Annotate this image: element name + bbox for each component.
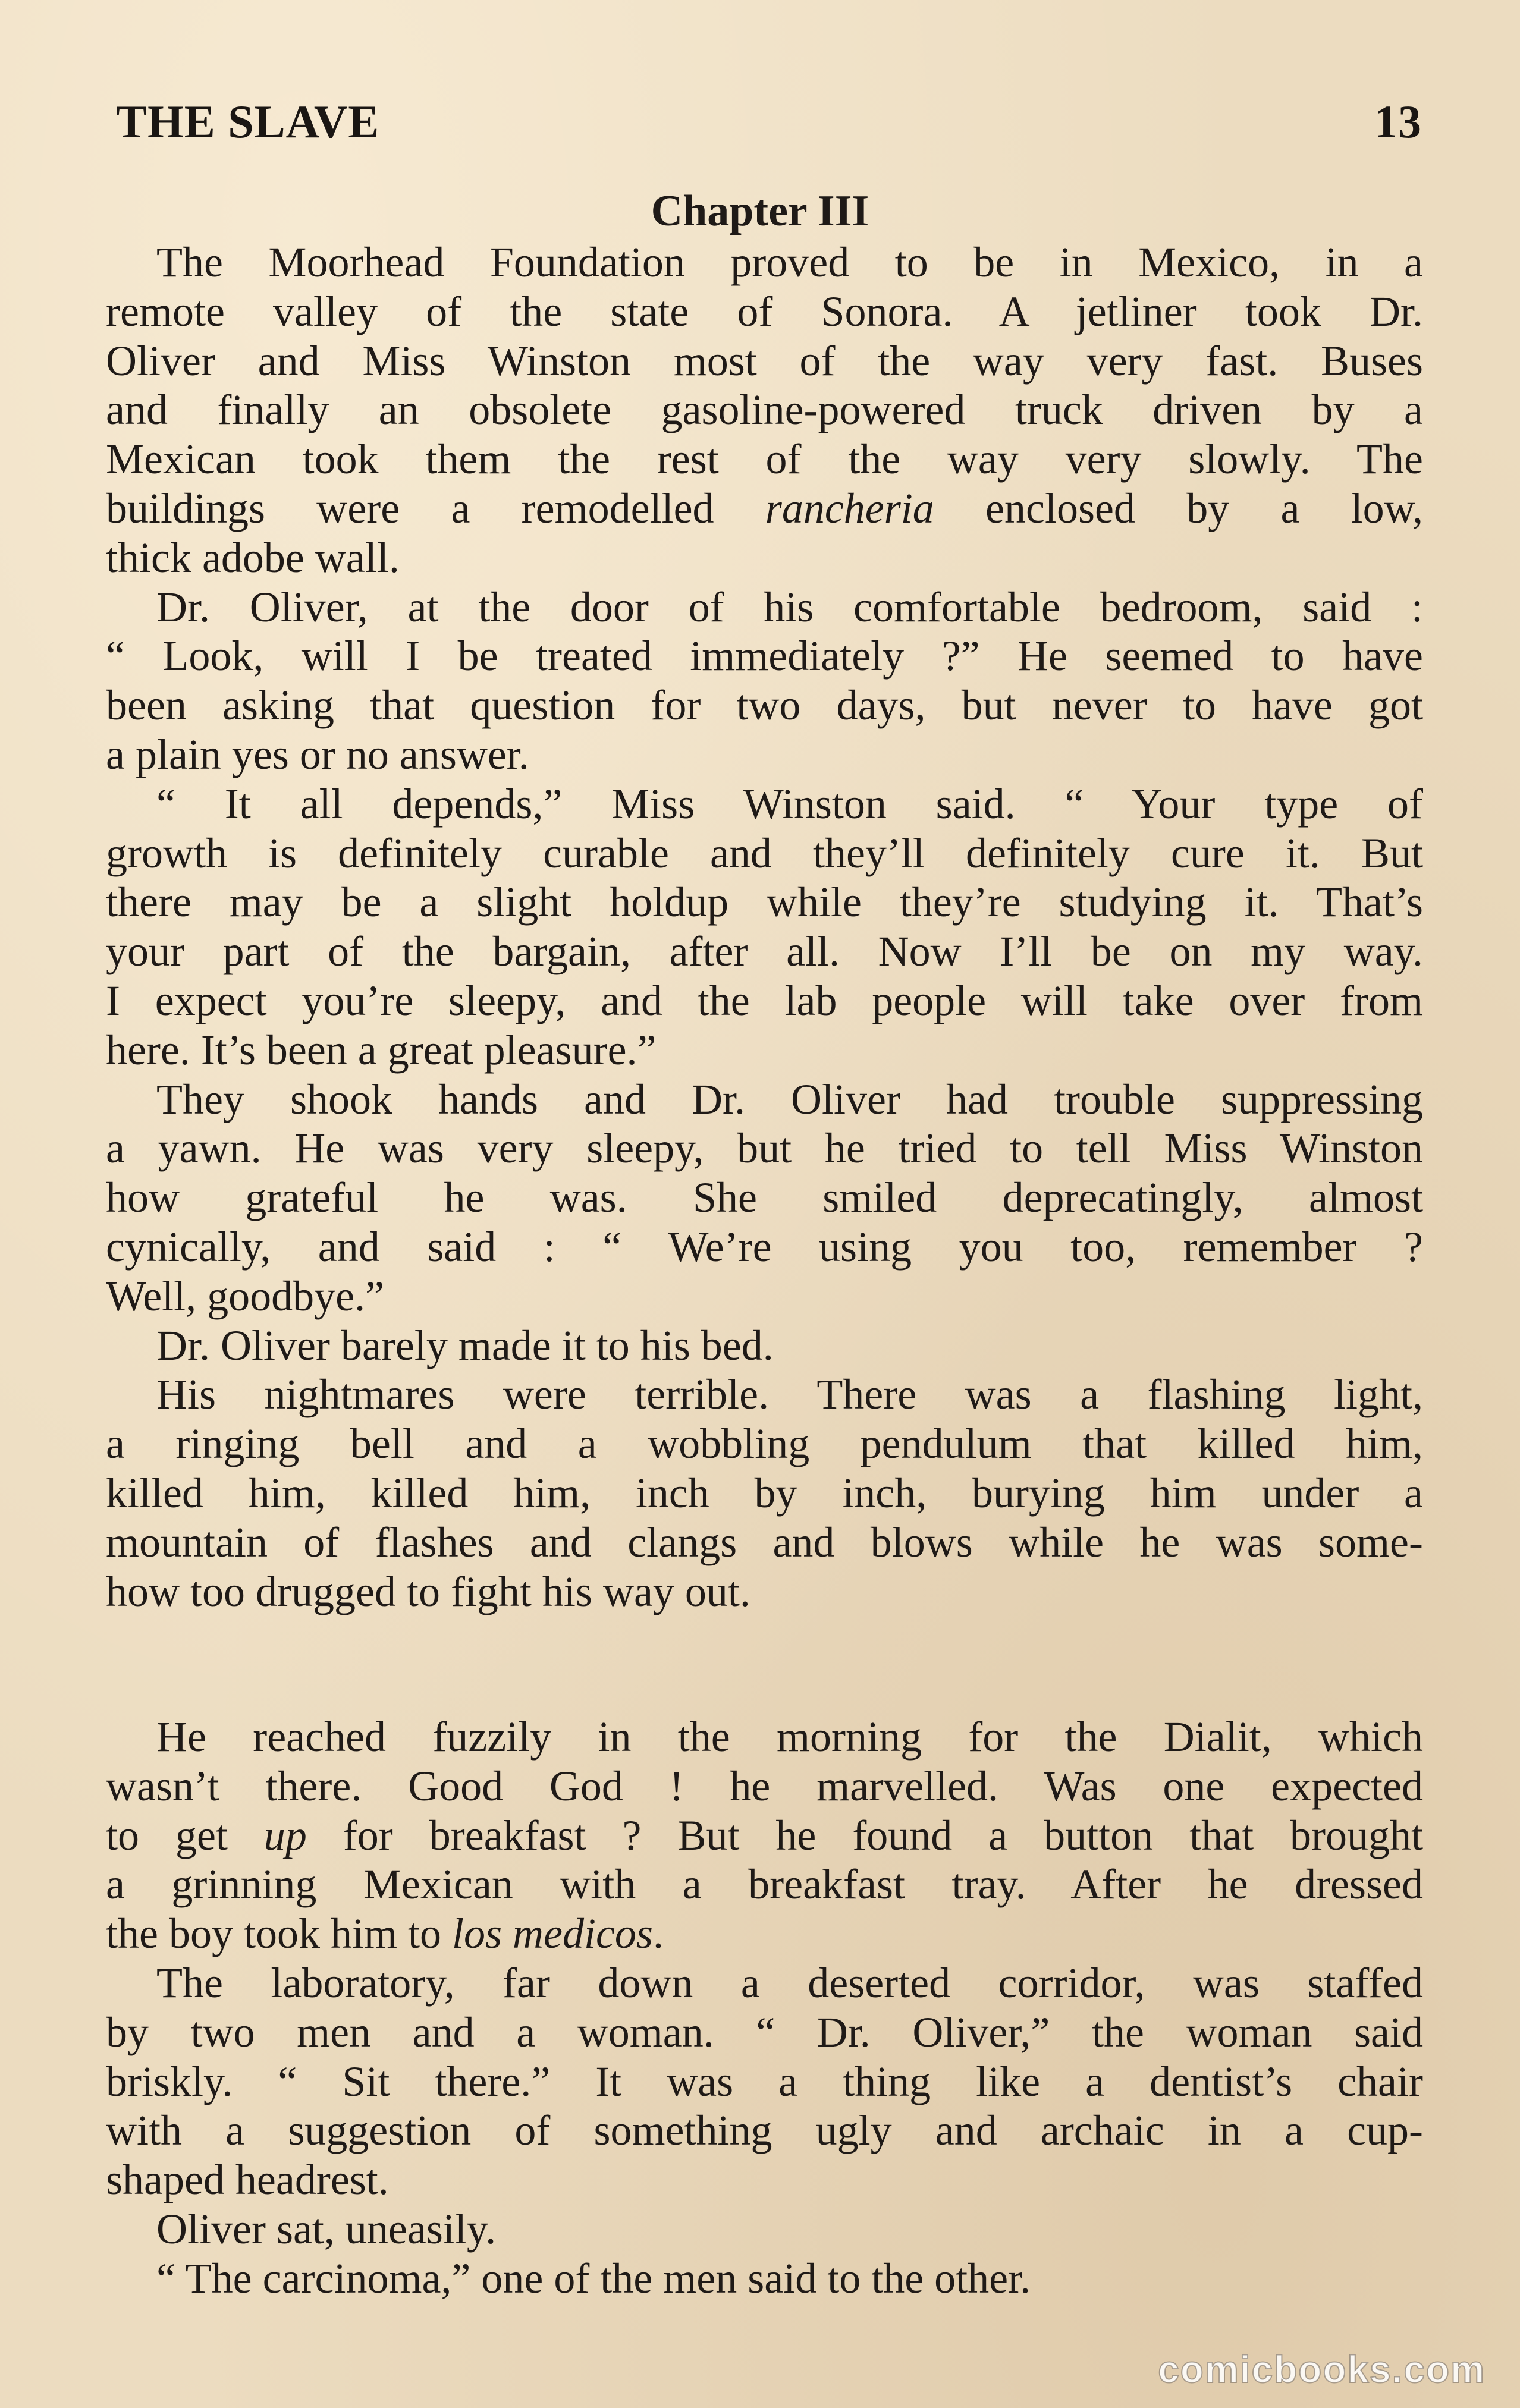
text-line: there may be a slight holdup while they’re studying it. That’s	[106, 878, 1423, 926]
text-line: Oliver sat, uneasily.	[156, 2205, 497, 2253]
book-title: THE SLAVE	[116, 96, 380, 147]
paragraph	[106, 2205, 1423, 2254]
italic-word: rancheria	[765, 484, 934, 532]
text-line: a grinning Mexican with a breakfast tray. After he dressed	[106, 1860, 1423, 1909]
text-line: buildings were a remodelled rancheria enclosed by a low,	[106, 484, 1423, 532]
text-line: a plain yes or no answer.	[106, 730, 529, 778]
text-line: a yawn. He was very sleepy, but he tried to tell Miss Winston	[106, 1124, 1423, 1172]
text-line: here. It’s been a great pleasure.”	[106, 1026, 657, 1074]
text-line: your part of the bargain, after all. Now I’ll be on my way.	[106, 928, 1423, 976]
text-line: how grateful he was. She smiled deprecatingly, almost	[106, 1174, 1423, 1222]
text-line: Oliver and Miss Winston most of the way very fast. Buses	[106, 337, 1423, 385]
text-line: He reached fuzzily in the morning for the Dialit, which	[156, 1713, 1423, 1761]
paragraph	[106, 1370, 1423, 1616]
text-line: “ It all depends,” Miss Winston said. “ Your type of	[156, 779, 1423, 828]
text-line: been asking that question for two days, but never to have got	[106, 681, 1423, 730]
italic-phrase: los medicos	[451, 1910, 653, 1958]
paragraph	[106, 1959, 1423, 2205]
body-text-section-2	[106, 1712, 1423, 2303]
text-line: thick adobe wall.	[106, 533, 400, 581]
text-line: remote valley of the state of Sonora. A jetliner took Dr.	[106, 287, 1423, 335]
text-line: “ Look, will I be treated immediately ?” He seemed to have	[106, 632, 1423, 680]
paragraph	[106, 583, 1423, 779]
text-line: shaped headrest.	[106, 2156, 389, 2204]
paragraph	[106, 238, 1423, 583]
text-line: growth is definitely curable and they’ll definitely cure it. But	[106, 829, 1423, 877]
running-head	[116, 89, 1422, 155]
text-line: briskly. “ Sit there.” It was a thing like a dentist’s chair	[106, 2057, 1423, 2105]
text-line: and finally an obsolete gasoline-powered truck driven by a	[106, 386, 1423, 434]
paragraph	[106, 1712, 1423, 1959]
text-line: Mexican took them the rest of the way very slowly. The	[106, 435, 1423, 483]
text-line: His nightmares were terrible. There was a flashing light,	[156, 1370, 1423, 1419]
text-line: Dr. Oliver, at the door of his comfortable bedroom, said :	[156, 583, 1423, 631]
text-line: mountain of flashes and clangs and blows while he was some-	[106, 1518, 1423, 1566]
text-line: cynically, and said : “ We’re using you too, remember ?	[106, 1222, 1423, 1271]
paragraph	[106, 1321, 1423, 1370]
italic-word: up	[263, 1811, 307, 1859]
text-line: wasn’t there. Good God ! he marvelled. Was one expected	[106, 1762, 1423, 1810]
text-line: “ The carcinoma,” one of the men said to the other.	[156, 2254, 1031, 2302]
text-line: killed him, killed him, inch by inch, burying him under a	[106, 1469, 1423, 1517]
watermark-logo: comicbooks.com	[1158, 2348, 1486, 2391]
page-number: 13	[1374, 96, 1422, 147]
text-line: The laboratory, far down a deserted corridor, was staffed	[156, 1959, 1423, 2007]
paragraph	[106, 1075, 1423, 1321]
text-line: I expect you’re sleepy, and the lab people will take over from	[106, 976, 1423, 1024]
paragraph	[106, 779, 1423, 1075]
text-line: The Moorhead Foundation proved to be in Mexico, in a	[156, 238, 1423, 286]
text-line: Dr. Oliver barely made it to his bed.	[156, 1321, 774, 1369]
text-line: to get up for breakfast ? But he found a button that brought	[106, 1811, 1423, 1859]
text-line: how too drugged to fight his way out.	[106, 1567, 750, 1615]
text-line: by two men and a woman. “ Dr. Oliver,” the woman said	[106, 2008, 1423, 2056]
text-line: They shook hands and Dr. Oliver had trouble suppressing	[156, 1075, 1423, 1123]
text-line: with a suggestion of something ugly and archaic in a cup-	[106, 2107, 1423, 2155]
paragraph	[106, 2254, 1423, 2303]
body-text-section-1	[106, 238, 1423, 1616]
chapter-heading: Chapter III	[651, 187, 869, 235]
text-line: Well, goodbye.”	[106, 1272, 385, 1320]
text-line: the boy took him to los medicos.	[106, 1910, 664, 1958]
text-line: a ringing bell and a wobbling pendulum that killed him,	[106, 1420, 1423, 1468]
